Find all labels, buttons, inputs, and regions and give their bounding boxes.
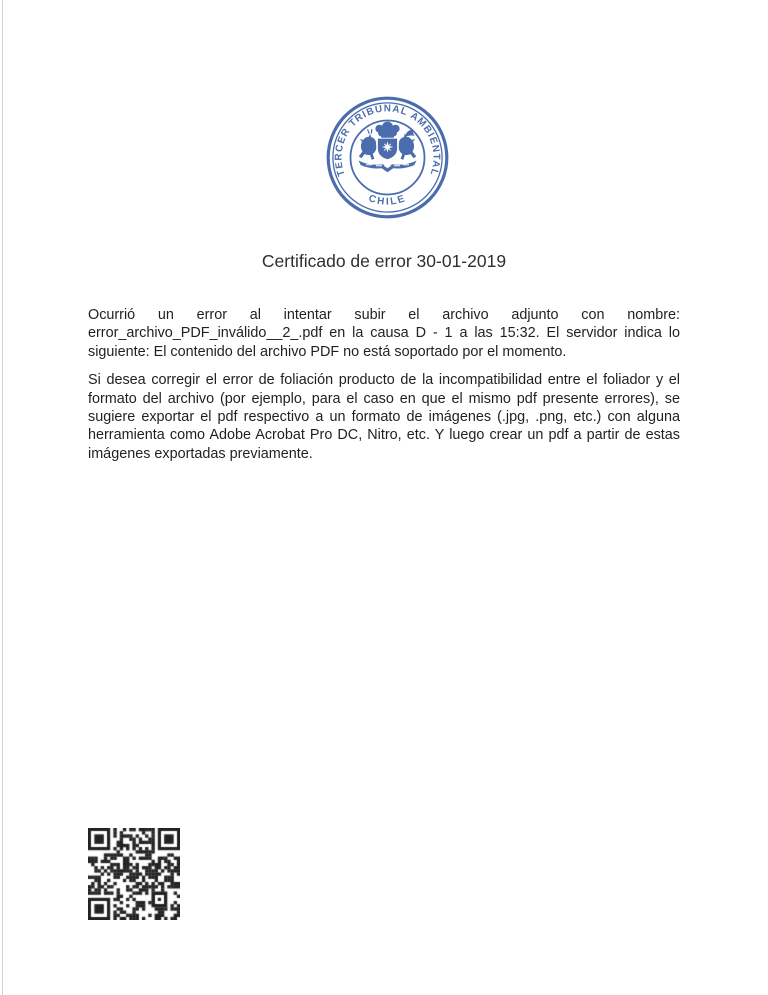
seal-bottom-text: CHILE [367,193,408,208]
certificate-paragraph: Si desea corregir el error de foliación producto de la incompatibilidad entre el foliador y el formato del archivo (por ejemplo, para el caso en que el mismo pdf presente errores), se sugiere exportar el pdf respectivo a un formato de imágenes (.jpg, .png, etc.) con alguna herramienta como Adobe Acrobat Pro DC, Nitro, etc. Y luego crear un pdf a partir de estas imágenes exportadas previamente. [88,372,680,462]
seal-top-text: TERCER TRIBUNAL AMBIENTAL [333,103,442,178]
tribunal-seal [326,96,449,219]
coat-of-arms-icon [359,122,417,173]
condor-icon [399,134,417,160]
certificate-title: Certificado de error 30-01-2019 [261,251,507,271]
plume-icon [375,122,399,137]
page-edge-divider [2,0,3,995]
huemul-icon [359,134,377,160]
qr-code [88,828,180,920]
huemul-antlers [368,129,372,134]
torse-band [381,135,394,138]
certificate-paragraph: Ocurrió un error al intentar subir el archivo adjunto con nombre: error_archivo_PDF_inválido__2_.pdf en la causa D - 1 a las 15:32. El servidor indica lo siguiente: El contenido del archivo PDF no está soportado por el momento. [88,307,680,360]
certificate-body [88,306,680,473]
